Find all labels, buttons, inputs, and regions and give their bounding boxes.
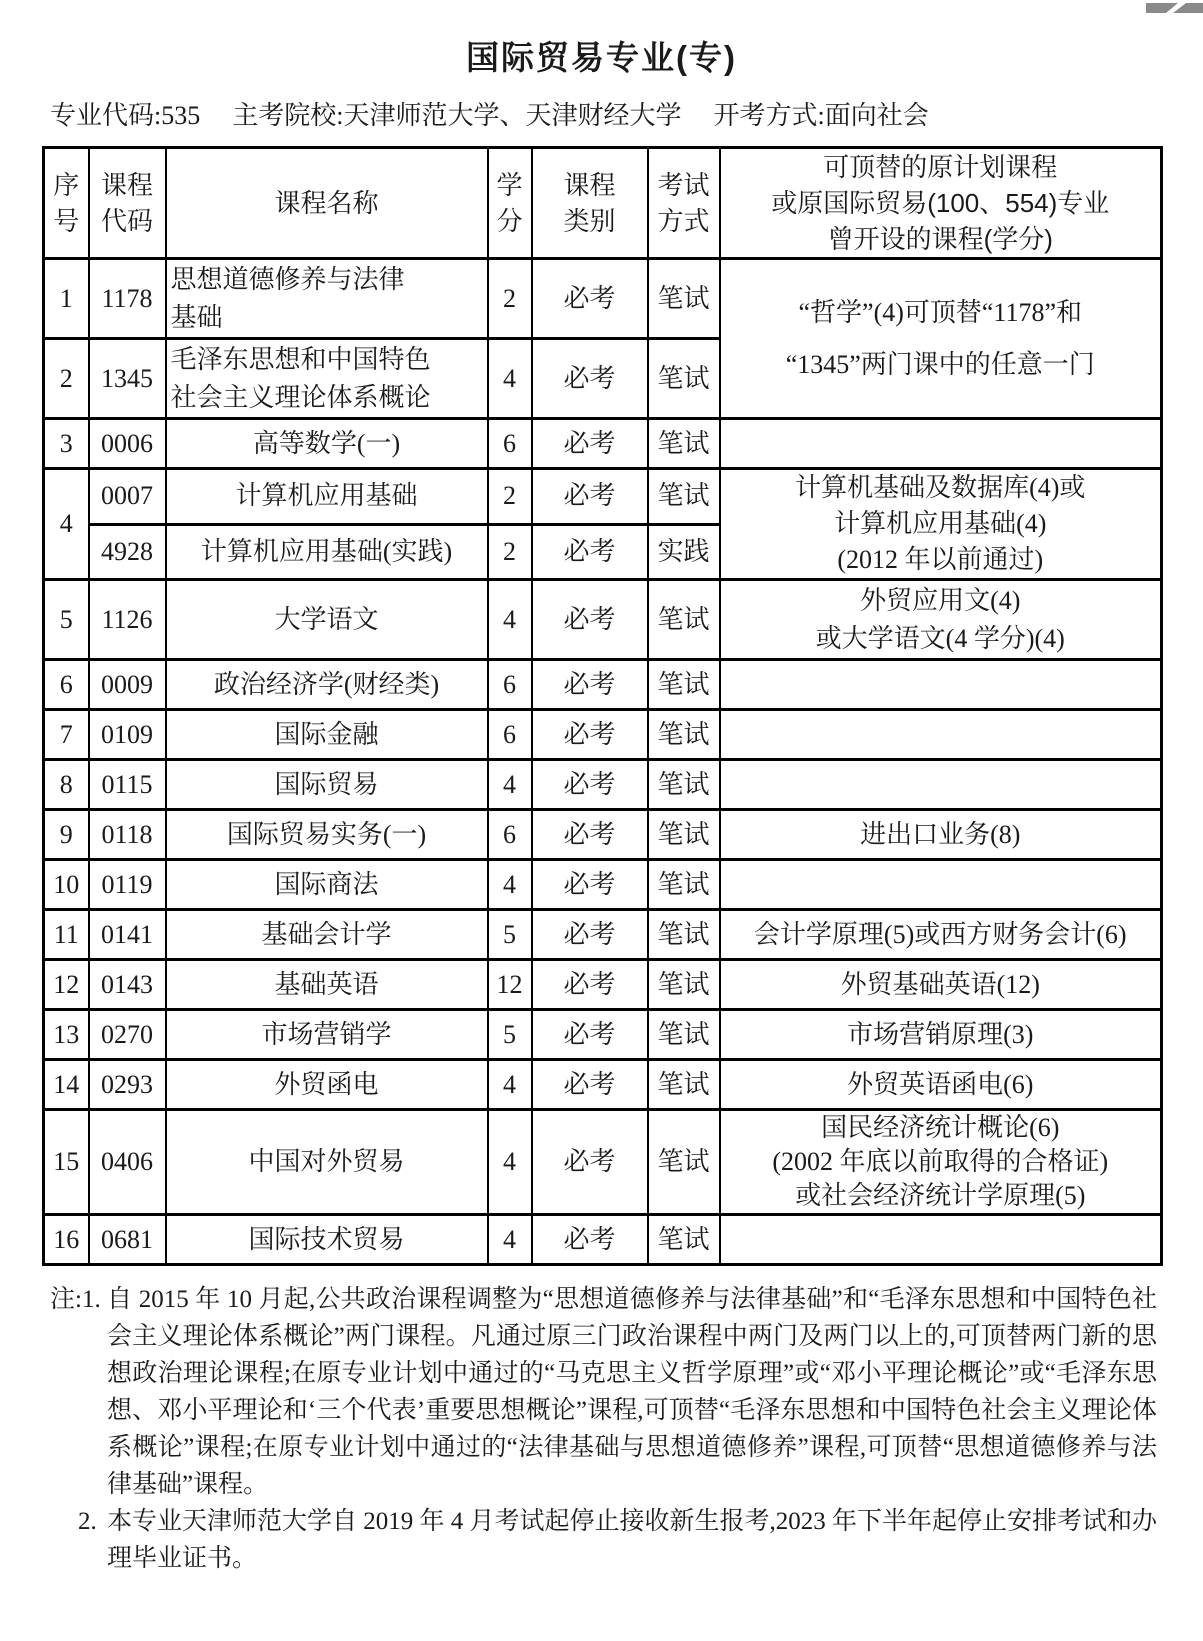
header-code: 课程 代码 (89, 148, 166, 259)
cell-replace: 国民经济统计概论(6) (2002 年底以前取得的合格证) 或社会经济统计学原理(5) (720, 1110, 1162, 1215)
cell-exam: 笔试 (648, 710, 720, 760)
cell-seq: 13 (44, 1010, 89, 1060)
cell-replace (720, 860, 1162, 910)
cell-code: 0681 (89, 1215, 166, 1265)
cell-category: 必考 (532, 660, 648, 710)
cell-seq: 10 (44, 860, 89, 910)
table-row (44, 910, 1162, 960)
cell-replace: 外贸英语函电(6) (720, 1060, 1162, 1110)
cell-category: 必考 (532, 339, 648, 419)
cell-name: 国际金融 (166, 710, 488, 760)
cell-credits: 4 (488, 1110, 532, 1215)
table-row (44, 710, 1162, 760)
cell-credits: 4 (488, 339, 532, 419)
cell-category: 必考 (532, 524, 648, 580)
cell-credits: 2 (488, 469, 532, 525)
cell-name: 计算机应用基础(实践) (166, 524, 488, 580)
cell-name: 计算机应用基础 (166, 469, 488, 525)
cell-seq: 7 (44, 710, 89, 760)
cell-seq: 6 (44, 660, 89, 710)
cell-exam: 笔试 (648, 1010, 720, 1060)
cell-code: 0006 (89, 419, 166, 469)
cell-code: 0143 (89, 960, 166, 1010)
notes-section (0, 1281, 1203, 1577)
cell-exam: 笔试 (648, 660, 720, 710)
cell-replace-merged-1-2: “哲学”(4)可顶替“1178”和 “1345”两门课中的任意一门 (720, 259, 1162, 419)
cell-credits: 4 (488, 580, 532, 660)
cell-exam: 笔试 (648, 960, 720, 1010)
cell-credits: 4 (488, 860, 532, 910)
header-seq: 序 号 (44, 148, 89, 259)
cell-category: 必考 (532, 1110, 648, 1215)
cell-category: 必考 (532, 580, 648, 660)
cell-name: 中国对外贸易 (166, 1110, 488, 1215)
note-text: 本专业天津师范大学自 2019 年 4 月考试起停止接收新生报考,2023 年下半年起停止安排考试和办理毕业证书。 (107, 1508, 1158, 1572)
cell-seq: 2 (44, 339, 89, 419)
cell-name: 毛泽东思想和中国特色 社会主义理论体系概论 (166, 339, 488, 419)
cell-code: 0009 (89, 660, 166, 710)
cell-credits: 2 (488, 524, 532, 580)
note-label: 2. (78, 1508, 97, 1535)
cell-replace: 外贸应用文(4) 或大学语文(4 学分)(4) (720, 580, 1162, 660)
cell-code: 0109 (89, 710, 166, 760)
meta-major-code: 专业代码:535 (50, 101, 201, 130)
cell-replace (720, 710, 1162, 760)
meta-line (50, 95, 1203, 132)
meta-host-universities: 主考院校:天津师范大学、天津财经大学 (232, 101, 682, 130)
cell-replace (720, 660, 1162, 710)
page-title: 国际贸易专业(专) (466, 39, 737, 76)
table-row (44, 419, 1162, 469)
cell-category: 必考 (532, 960, 648, 1010)
cell-exam: 笔试 (648, 1060, 720, 1110)
table-row (44, 1110, 1162, 1215)
cell-exam: 笔试 (648, 1215, 720, 1265)
cell-code: 1178 (89, 259, 166, 339)
cell-replace: 市场营销原理(3) (720, 1010, 1162, 1060)
cell-seq: 16 (44, 1215, 89, 1265)
meta-exam-mode: 开考方式:面向社会 (713, 101, 929, 130)
cell-exam: 笔试 (648, 339, 720, 419)
cell-exam: 笔试 (648, 419, 720, 469)
cell-category: 必考 (532, 259, 648, 339)
cell-credits: 6 (488, 710, 532, 760)
cell-exam: 笔试 (648, 910, 720, 960)
cell-seq: 3 (44, 419, 89, 469)
table-row (44, 810, 1162, 860)
cell-code: 1345 (89, 339, 166, 419)
note-text: 自 2015 年 10 月起,公共政治课程调整为“思想道德修养与法律基础”和“毛泽东思想和中国特色社会主义理论体系概论”两门课程。凡通过原三门政治课程中两门及两门以上的,可顶替两门新的思想政治理论课程;在原专业计划中通过的“马克思主义哲学原理”或“邓小平理论概论”或“毛泽东思想、邓小平理论和‘三个代表’重要思想概论”课程,可顶替“毛泽东思想和中国特色社会主义理论体系概论”课程;在原专业计划中通过的“法律基础与思想道德修养”课程,可顶替“思想道德修养与法律基础”课程。 (107, 1286, 1157, 1498)
cell-replace: 进出口业务(8) (720, 810, 1162, 860)
note-label: 注:1. (50, 1286, 101, 1313)
cell-replace (720, 419, 1162, 469)
cell-credits: 4 (488, 760, 532, 810)
table-row (44, 580, 1162, 660)
table-row (44, 960, 1162, 1010)
table-row (44, 1215, 1162, 1265)
corner-icon-fragment (1146, 0, 1203, 10)
cell-name: 基础会计学 (166, 910, 488, 960)
cell-name: 国际商法 (166, 860, 488, 910)
cell-category: 必考 (532, 419, 648, 469)
cell-category: 必考 (532, 1060, 648, 1110)
table-header-row (44, 148, 1162, 259)
cell-credits: 2 (488, 259, 532, 339)
cell-seq: 14 (44, 1060, 89, 1110)
table-row (44, 1060, 1162, 1110)
cell-category: 必考 (532, 469, 648, 525)
cell-category: 必考 (532, 910, 648, 960)
cell-seq: 5 (44, 580, 89, 660)
cell-name: 外贸函电 (166, 1060, 488, 1110)
cell-replace: 会计学原理(5)或西方财务会计(6) (720, 910, 1162, 960)
course-table (42, 146, 1163, 1266)
cell-name: 大学语文 (166, 580, 488, 660)
cell-name: 国际贸易 (166, 760, 488, 810)
cell-name: 国际技术贸易 (166, 1215, 488, 1265)
cell-name: 市场营销学 (166, 1010, 488, 1060)
cell-exam: 笔试 (648, 469, 720, 525)
table-row (44, 760, 1162, 810)
cell-credits: 4 (488, 1215, 532, 1265)
cell-exam: 笔试 (648, 760, 720, 810)
cell-replace (720, 760, 1162, 810)
cell-name: 国际贸易实务(一) (166, 810, 488, 860)
table-row (44, 259, 1162, 339)
cell-credits: 12 (488, 960, 532, 1010)
header-category: 课程 类别 (532, 148, 648, 259)
cell-seq: 8 (44, 760, 89, 810)
cell-code: 4928 (89, 524, 166, 580)
cell-credits: 5 (488, 1010, 532, 1060)
header-credits: 学 分 (488, 148, 532, 259)
cell-code: 0270 (89, 1010, 166, 1060)
cell-seq: 12 (44, 960, 89, 1010)
cell-category: 必考 (532, 710, 648, 760)
cell-name: 高等数学(一) (166, 419, 488, 469)
cell-exam: 实践 (648, 524, 720, 580)
cell-code: 0293 (89, 1060, 166, 1110)
cell-category: 必考 (532, 760, 648, 810)
cell-seq: 9 (44, 810, 89, 860)
cell-code: 1126 (89, 580, 166, 660)
cell-code: 0141 (89, 910, 166, 960)
header-exam: 考试 方式 (648, 148, 720, 259)
cell-exam: 笔试 (648, 810, 720, 860)
cell-exam: 笔试 (648, 860, 720, 910)
cell-replace-merged-4: 计算机基础及数据库(4)或 计算机应用基础(4) (2012 年以前通过) (720, 469, 1162, 580)
cell-replace: 外贸基础英语(12) (720, 960, 1162, 1010)
cell-replace (720, 1215, 1162, 1265)
table-row (44, 660, 1162, 710)
cell-credits: 4 (488, 1060, 532, 1110)
cell-code: 0115 (89, 760, 166, 810)
table-row (44, 1010, 1162, 1060)
cell-name: 政治经济学(财经类) (166, 660, 488, 710)
cell-seq: 15 (44, 1110, 89, 1215)
cell-category: 必考 (532, 860, 648, 910)
cell-seq: 11 (44, 910, 89, 960)
cell-code: 0406 (89, 1110, 166, 1215)
cell-category: 必考 (532, 810, 648, 860)
cell-exam: 笔试 (648, 580, 720, 660)
cell-code: 0118 (89, 810, 166, 860)
cell-exam: 笔试 (648, 259, 720, 339)
cell-credits: 6 (488, 810, 532, 860)
cell-category: 必考 (532, 1010, 648, 1060)
cell-credits: 6 (488, 660, 532, 710)
table-row (44, 860, 1162, 910)
header-name: 课程名称 (166, 148, 488, 259)
cell-code: 0119 (89, 860, 166, 910)
cell-credits: 5 (488, 910, 532, 960)
cell-name: 基础英语 (166, 960, 488, 1010)
cell-exam: 笔试 (648, 1110, 720, 1215)
cell-category: 必考 (532, 1215, 648, 1265)
note-item (78, 1503, 1158, 1577)
cell-credits: 6 (488, 419, 532, 469)
cell-code: 0007 (89, 469, 166, 525)
header-replace: 可顶替的原计划课程 或原国际贸易(100、554)专业 曾开设的课程(学分) (720, 148, 1162, 259)
cell-seq: 1 (44, 259, 89, 339)
cell-seq: 4 (44, 469, 89, 580)
table-row (44, 469, 1162, 525)
note-item (50, 1281, 1157, 1503)
cell-name: 思想道德修养与法律 基础 (166, 259, 488, 339)
